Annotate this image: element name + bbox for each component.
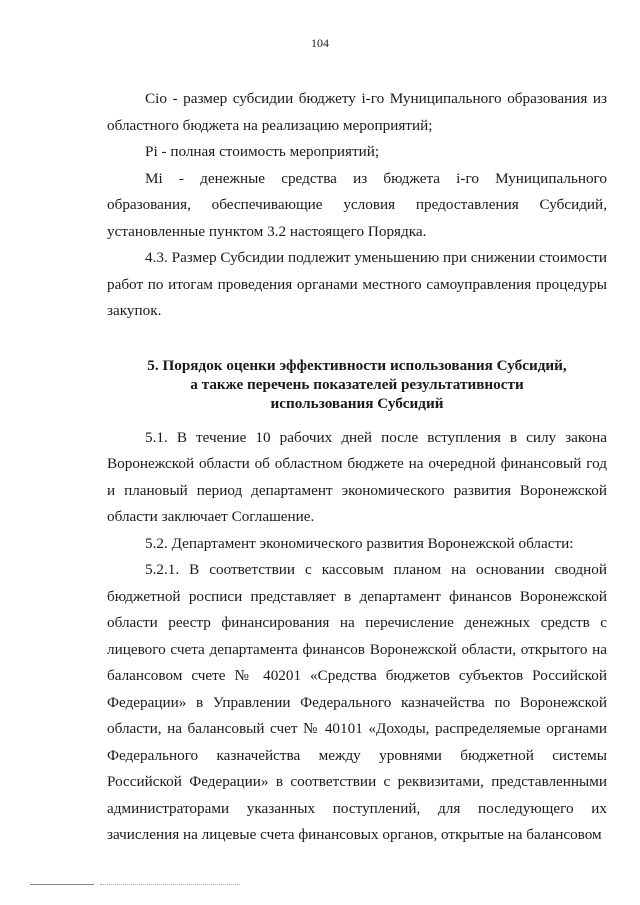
- page-number: 104: [311, 36, 329, 50]
- paragraph-cio-definition: Ciо - размер субсидии бюджету i-го Муниципального образования из областного бюджета на реализацию мероприятий;: [107, 90, 607, 134]
- paragraph-5-1: 5.1. В течение 10 рабочих дней после вступления в силу закона Воронежской области об областном бюджете на очередной финансовый год и плановый период департамент экономического развития Воронежской области заключает Соглашение.: [107, 428, 607, 525]
- scan-artifact-dotted-line: [100, 884, 240, 885]
- scan-artifact-line: [30, 884, 94, 885]
- paragraph-5-2-1: 5.2.1. В соответствии с кассовым планом на основании сводной бюджетной росписи представляет в департамент финансов Воронежской области реестр финансирования на перечисление денежных средств с лицевого счета департамента финансов Воронежской области, открытого на балансовом счете № 40201 «Средства бюджетов субъектов Российской Федерации» в Управлении Федерального казначейства по Воронежской области, на балансовый счет № 40101 «Доходы, распределяемые органами Федерального казначейства между уровнями бюджетной системы Российской Федерации» в соответствии с реквизитами, представленными администраторами указанных поступлений, для последующего их зачисления на лицевые счета финансовых органов, открытые на балансовом: [107, 561, 607, 843]
- section-5-heading-line-2: а также перечень показателей результативности: [190, 375, 524, 393]
- paragraph-pi-definition: Pi - полная стоимость мероприятий;: [145, 143, 380, 160]
- document-body: [107, 86, 607, 849]
- section-5-heading-line-1: 5. Порядок оценки эффективности использования Субсидий,: [147, 356, 567, 374]
- section-5-heading-line-3: использования Субсидий: [270, 394, 444, 412]
- paragraph-mi-definition: Mi - денежные средства из бюджета i-го Муниципального образования, обеспечивающие условия предоставления Субсидий, установленные пунктом 3.2 настоящего Порядка.: [107, 169, 607, 240]
- paragraph-4-3: 4.3. Размер Субсидии подлежит уменьшению при снижении стоимости работ по итогам проведения органами местного самоуправления процедуры закупок.: [107, 249, 607, 319]
- paragraph-5-2: 5.2. Департамент экономического развития Воронежской области:: [145, 534, 574, 552]
- section-5-heading: [107, 356, 607, 413]
